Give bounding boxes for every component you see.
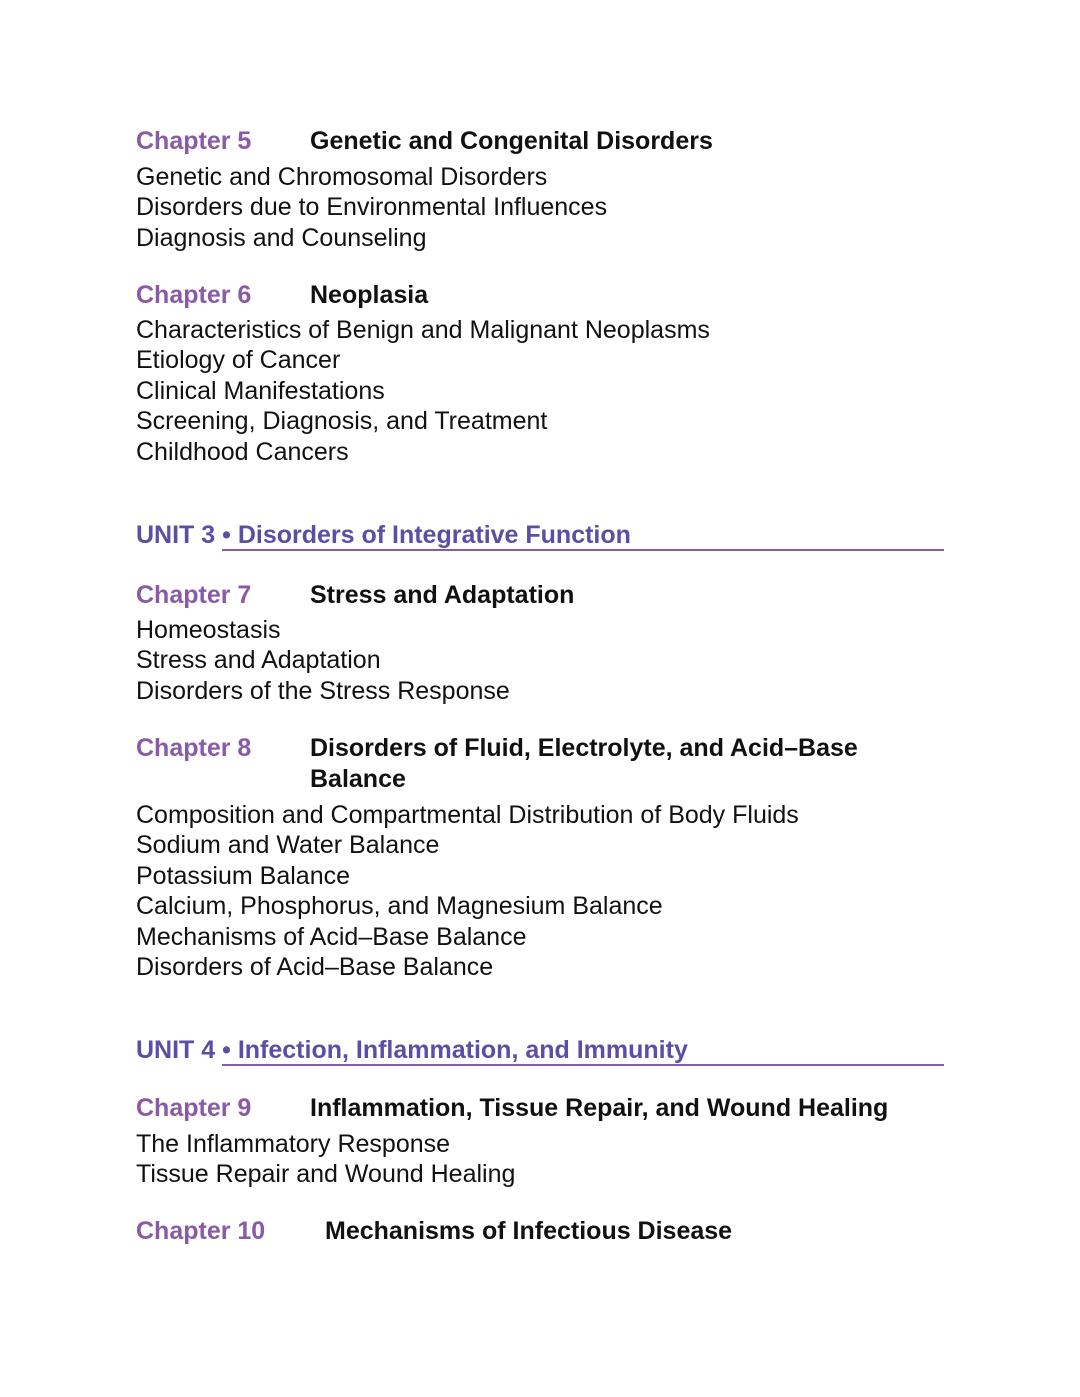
chapter-8-label: Chapter 8	[136, 734, 252, 762]
list-item: Disorders of the Stress Response	[136, 676, 510, 705]
list-item: Potassium Balance	[136, 861, 351, 890]
chapter-8-title: Disorders of Fluid, Electrolyte, and Acid–Base Balance	[310, 734, 858, 793]
list-item: Childhood Cancers	[136, 437, 349, 466]
list-item: Etiology of Cancer	[136, 346, 341, 375]
unit-3-divider	[222, 549, 944, 551]
chapter-7-title: Stress and Adaptation	[310, 581, 575, 609]
list-item: Screening, Diagnosis, and Treatment	[136, 407, 548, 436]
chapter-7-topics	[136, 615, 510, 706]
list-item: Diagnosis and Counseling	[136, 223, 427, 252]
chapter-9-title: Inflammation, Tissue Repair, and Wound Healing	[310, 1094, 889, 1122]
unit-3-title: UNIT 3 • Disorders of Integrative Function	[136, 521, 631, 549]
list-item: Mechanisms of Acid–Base Balance	[136, 922, 527, 951]
chapter-7-label: Chapter 7	[136, 581, 252, 609]
list-item: Composition and Compartmental Distribution of Body Fluids	[136, 801, 799, 829]
chapter-5-label: Chapter 5	[136, 127, 252, 155]
unit-4-heading	[136, 1035, 944, 1069]
list-item: Disorders of Acid–Base Balance	[136, 953, 494, 982]
list-item: Characteristics of Benign and Malignant Neoplasms	[136, 316, 710, 344]
list-item: Tissue Repair and Wound Healing	[136, 1160, 516, 1189]
chapter-6-topics	[136, 315, 710, 467]
list-item: Disorders due to Environmental Influences	[136, 193, 608, 222]
unit-4-divider	[222, 1064, 944, 1066]
chapter-9-topics	[136, 1129, 515, 1190]
chapter-5-title: Genetic and Congenital Disorders	[310, 127, 713, 155]
list-item: Sodium and Water Balance	[136, 831, 440, 860]
unit-3-heading	[136, 520, 944, 554]
chapter-10-label: Chapter 10	[136, 1217, 266, 1245]
list-item: Homeostasis	[136, 616, 281, 644]
chapter-6-label: Chapter 6	[136, 281, 252, 309]
list-item: Calcium, Phosphorus, and Magnesium Balance	[136, 892, 663, 921]
chapter-9-label: Chapter 9	[136, 1094, 252, 1122]
unit-4-title: UNIT 4 • Infection, Inflammation, and Immunity	[136, 1036, 688, 1064]
list-item: The Inflammatory Response	[136, 1130, 451, 1158]
list-item: Stress and Adaptation	[136, 646, 381, 675]
chapter-5-topics	[136, 162, 607, 253]
list-item: Clinical Manifestations	[136, 376, 385, 405]
list-item: Genetic and Chromosomal Disorders	[136, 163, 548, 191]
chapter-10-title: Mechanisms of Infectious Disease	[325, 1217, 733, 1245]
chapter-6-title: Neoplasia	[310, 281, 429, 309]
chapter-8-topics	[136, 800, 799, 982]
